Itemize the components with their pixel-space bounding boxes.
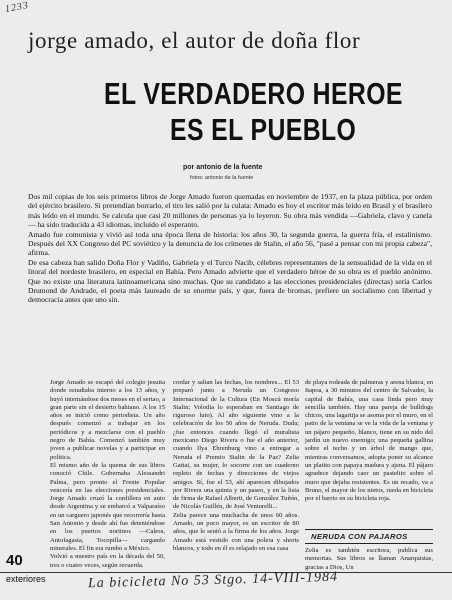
column-3-continuation: Zelia es también escritora, publica sus memorias. Sus libros se llaman Anarquistas, gracias a Dios, Un [305,547,433,571]
headline-line-1: EL VERDADERO HEROE [104,76,403,111]
column-1-paragraph: Jorge Amado se escapó del colegio jesuita donde estudiaba interno a los 13 años, y huyó internándose dos meses en el sertao, a gran parte sin el desierto bahiano. A los 15 años se inició como periodista. Un año después comenzó a trabajar en los periódicos y a mezclarse con el pueblo negro de Bahía. Comenzó también muy joven a publicar novelas y a participar en política. [50,379,165,461]
column-3-paragraph: de playa rodeada de palmeras y arena blanca, en Itapoa, a 30 minutos del centro de Salvador, la capital de Bahía, una casa linda pero muy sencilla también. Hay una pareja de bulldogs chicos, una lagartija se asoma por el muro, en el patio de la ventana se ve la vida de la ventana y un pájaro pequeño, blanco, tiene en su nido del jardín un nuevo enemigo; una pequeña gallina sobre el techo y un árbol de mango que, mientras conversamos, adopta poner su alcance un platito con papaya madura y ajena. El pájaro agradece dejando caer un pastelito sobre el muro que dejaba resistentes. Es un recado, va a Bruno, el mayor de los nietos, rueda en bicicleta por el barrio en su bicicleta roja. [305,379,433,503]
lead-paragraph-2: Amado fue comunista y vivió así toda una época llena de historia: los años 30, la segunda guerra, la guerra fría, el estalinismo. Después del XX Congreso del PC soviético y la denuncia de los crímenes de Stalin, el año 56, "pasé a pensar con mi propia cabeza", afirma. [28,229,432,258]
column-1-paragraph: Volvió a nuestro país en la década del 50, tres o cuatro veces, según recuerda. [50,553,165,569]
page-number: 40 [6,552,23,569]
lead-paragraphs [28,192,432,305]
lead-paragraph-1: Dos mil copias de los seis primeros libros de Jorge Amado fueron quemadas en noviembre de 1937, en la plaza pública, por orden del ejército brasilero. Si pretendían borrarlo, el tiro les salió por la culata: Amado es hoy el escritor más leído en Brasil y el brasilero más leído en el mundo. Se calcula que casi 20 millones de personas ya lo leyeron. Su obra más vendida —Gabriela, clavo y canela— ha sido traducida a 43 idiomas, incluido el esperanto. [28,192,432,230]
subhead-box: NERUDA CON PAJAROS [305,529,433,544]
column-2-paragraph: Zelia parece una muchacha de unos 60 años. Amado, un poco mayor, es un escritor de 80 años, que le sentó a la firma de los años. Jorge Amado está vestido con una polera y shorts blancos, y todo en él es relajado en esa casa [173,511,299,552]
handwritten-note: La bicicleta No 53 Stgo. 14-VIII-1984 [87,569,339,592]
section-name: exteriores [6,574,46,584]
column-2-paragraph: cordar y saltan las fechas, los nombres... El 53 preparó junto a Neruda un Congreso Internacional de la Cultura (En Moscú moría Stalin; Volodia lo esperaban en Santiago de riguroso luto). Al año siguiente vino a la celebración de los 50 años de Neruda. Duda; ¿fue entonces cuando llegó el muralista mexicano Diego Rivera o fue el año anterior, cuando Ilya Ehrenburg vino a entregar a Neruda el Premio Stalin de la Paz? Zelia Gattai, su mujer, lo socorre con un cuaderno repleto de fechas y direcciones de viejos amigos. Sí, fue el 53, ahí aparecen dibujados por Rivera una quinta y un paseo, y en la lista de firma de Rafael Alberti, de González Tuñón, de Nicolás Guillén, de José Venturelli... [173,379,299,511]
photo-credit: fotos: antonio de la fuente [190,175,254,181]
byline: por antonio de la fuente [183,164,263,171]
page-title: jorge amado, el autor de doña flor [28,28,361,53]
body-column-3 [305,379,433,503]
body-column-1 [50,379,165,570]
corner-mark: 1233 [4,0,30,16]
lead-paragraph-3: De esa cabeza han salido Doña Flor y Vadiño, Gabriela y el Turco Nacib, célebres representantes de la sensualidad de la vida en el litoral del nordeste brasilero, en especial en Bahía. Pero Amado advierte que el verdadero héroe de su obra es el pueblo anónimo. Que no existe una literatura latinoamericana sino muchas. Que su candidato a las elecciones presidenciales (directas) sería Carlos Drumond de Andrade, el poeta más laureado de su enorme país, y que, fuera de bromas, prefiere un socialismo con libertad y democracia antes que uno sin. [28,257,432,305]
column-1-paragraph: El mismo año de la quema de sus libros conoció Chile. Gobernaba Alessandri Palma, pero pronto el Frente Popular vencería en las elecciones presidenciales. Jorge Amado cruzó la cordillera en auto desde Argentina y se embarcó a Valparaíso en un carguero japonés que recorrería hasta San Antonio y desde ahí fue deteniéndose en los puertos nortinos —Calera, Antofagasta, Tocopilla— cargando minerales. El fin era rumbo a México. [50,461,165,552]
body-column-2 [173,379,299,553]
headline-line-2: ES EL PUEBLO [170,112,357,147]
